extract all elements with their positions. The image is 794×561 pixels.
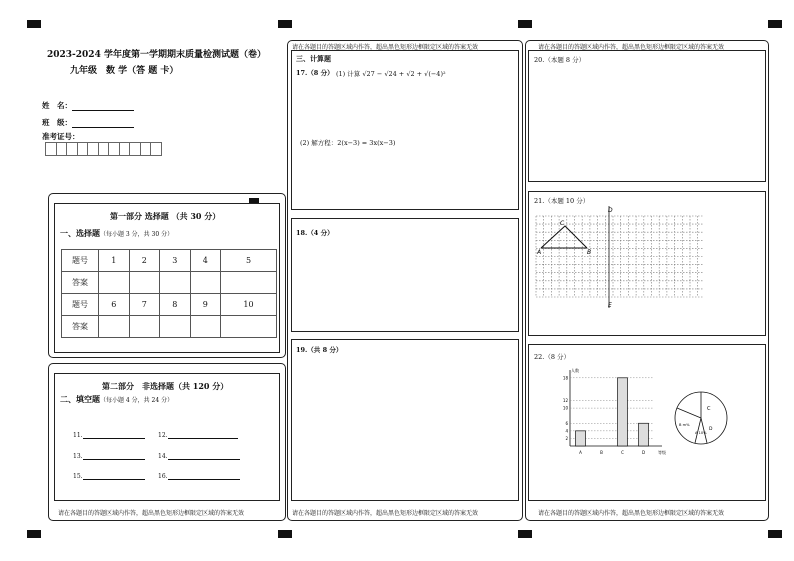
table-row bbox=[62, 272, 277, 294]
q22-bar-chart bbox=[558, 366, 674, 460]
notice-text: 请在各题目的答题区域内作答，超出黑色矩形边框限定区域的答案无效 bbox=[538, 510, 725, 517]
bar bbox=[639, 423, 649, 446]
x-axis-label: 等级 bbox=[658, 450, 666, 455]
row-label: 题号 bbox=[62, 294, 99, 316]
answer-cell[interactable] bbox=[190, 316, 221, 338]
blank-13[interactable]: 13. bbox=[73, 452, 145, 460]
alignment-mark bbox=[768, 530, 782, 538]
answer-cell[interactable] bbox=[160, 316, 191, 338]
alignment-mark bbox=[27, 530, 41, 538]
y-tick-label: 12 bbox=[562, 398, 568, 404]
alignment-mark bbox=[27, 20, 41, 28]
point-label-b: B bbox=[587, 249, 592, 256]
exam-title: 2023-2024 学年度第一学期期末质量检测试题（卷） bbox=[47, 50, 266, 60]
point-label-c: C bbox=[560, 220, 565, 227]
point-label-a: A bbox=[537, 249, 542, 256]
pie-label-d: D bbox=[709, 427, 713, 432]
row-label: 题号 bbox=[62, 250, 99, 272]
blank-12[interactable]: 12. bbox=[158, 431, 238, 439]
notice-text: 请在各题目的答题区域内作答，超出黑色矩形边框限定区域的答案无效 bbox=[538, 44, 725, 51]
y-tick-label: 18 bbox=[562, 375, 568, 381]
q17-part1: (1) 计算 √27 − √24 + √2 + √(−4)² bbox=[336, 70, 446, 78]
section1-heading: 一、选择题（每小题 3 分，共 30 分） bbox=[60, 228, 174, 238]
q17-part2: (2) 解方程：2(x−3) = 3x(x−3) bbox=[300, 139, 396, 147]
alignment-mark bbox=[518, 20, 532, 28]
class-field[interactable] bbox=[42, 117, 134, 128]
row-label: 答案 bbox=[62, 272, 99, 294]
answer-cell[interactable] bbox=[99, 316, 130, 338]
pie-label-c: C bbox=[707, 406, 711, 412]
exam-number-boxes[interactable] bbox=[45, 142, 161, 156]
answer-cell[interactable] bbox=[129, 272, 160, 294]
y-tick-label: 2 bbox=[565, 435, 568, 441]
exam-number-label: 准考证号： bbox=[42, 132, 80, 141]
answer-cell[interactable] bbox=[221, 272, 277, 294]
q20-area[interactable] bbox=[528, 50, 766, 182]
y-tick-label: 10 bbox=[562, 405, 568, 411]
table-row: 题号 6 7 8 9 10 bbox=[62, 294, 277, 316]
answer-cell[interactable] bbox=[221, 316, 277, 338]
q20-label: 20.（本题 8 分） bbox=[534, 56, 586, 64]
name-label: 姓 名： bbox=[42, 101, 72, 110]
x-tick-label: C bbox=[621, 450, 624, 455]
alignment-mark bbox=[518, 530, 532, 538]
alignment-mark bbox=[278, 20, 292, 28]
notice-text: 请在各题目的答题区域内作答，超出黑色矩形边框限定区域的答案无效 bbox=[292, 44, 479, 51]
blank-16[interactable]: 16. bbox=[158, 472, 240, 480]
bar bbox=[576, 431, 586, 446]
q17-label: 17.（8 分） bbox=[296, 69, 334, 77]
part2-title: 第二部分 非选择题（共 120 分） bbox=[102, 381, 229, 391]
alignment-mark bbox=[768, 20, 782, 28]
answer-cell[interactable] bbox=[129, 316, 160, 338]
section2-heading: 二、填空题（每小题 4 分，共 24 分） bbox=[60, 394, 174, 404]
bar bbox=[618, 378, 628, 446]
pie-label-a: A 10% bbox=[695, 431, 707, 435]
y-tick-label: 4 bbox=[565, 428, 568, 434]
table-row: 题号 1 2 3 4 5 bbox=[62, 250, 277, 272]
notice-text: 请在各题目的答题区域内作答，超出黑色矩形边框限定区域的答案无效 bbox=[58, 510, 245, 517]
blank-15[interactable]: 15. bbox=[73, 472, 145, 480]
q21-grid-figure bbox=[535, 204, 705, 310]
y-tick-label: 6 bbox=[565, 420, 568, 426]
answer-cell[interactable] bbox=[160, 272, 191, 294]
alignment-mark bbox=[278, 530, 292, 538]
part1-title: 第一部分 选择题 （共 30 分） bbox=[110, 211, 221, 221]
point-label-e: E bbox=[608, 302, 612, 309]
row-label: 答案 bbox=[62, 316, 99, 338]
blank-14[interactable]: 14. bbox=[158, 452, 240, 460]
blank-11[interactable]: 11. bbox=[73, 431, 145, 439]
triangle-abc bbox=[541, 226, 587, 248]
name-field[interactable] bbox=[42, 100, 134, 111]
q22-label: 22.（8 分） bbox=[534, 353, 571, 361]
q22-pie-chart bbox=[673, 390, 729, 446]
x-tick-label: A bbox=[579, 450, 582, 455]
x-tick-label: B bbox=[600, 450, 603, 455]
x-tick-label: D bbox=[641, 450, 646, 455]
q18-label: 18.（4 分） bbox=[296, 229, 334, 237]
section3-heading: 三、计算题 bbox=[296, 54, 331, 63]
q19-area[interactable] bbox=[291, 339, 519, 501]
notice-text: 请在各题目的答题区域内作答，超出黑色矩形边框限定区域的答案无效 bbox=[292, 510, 479, 517]
q19-label: 19.（共 8 分） bbox=[296, 346, 343, 354]
class-label: 班 级： bbox=[42, 118, 72, 127]
answer-cell[interactable] bbox=[190, 272, 221, 294]
q21-label: 21.（本题 10 分） bbox=[534, 197, 590, 205]
exam-subtitle: 九年级 数 学（答 题 卡） bbox=[70, 66, 179, 76]
table-row bbox=[62, 316, 277, 338]
y-axis-label: 人数 bbox=[571, 368, 579, 373]
point-label-d: D bbox=[608, 207, 613, 214]
choice-answer-table bbox=[61, 249, 277, 338]
pie-label-b: B m% bbox=[679, 423, 690, 427]
answer-cell[interactable] bbox=[99, 272, 130, 294]
